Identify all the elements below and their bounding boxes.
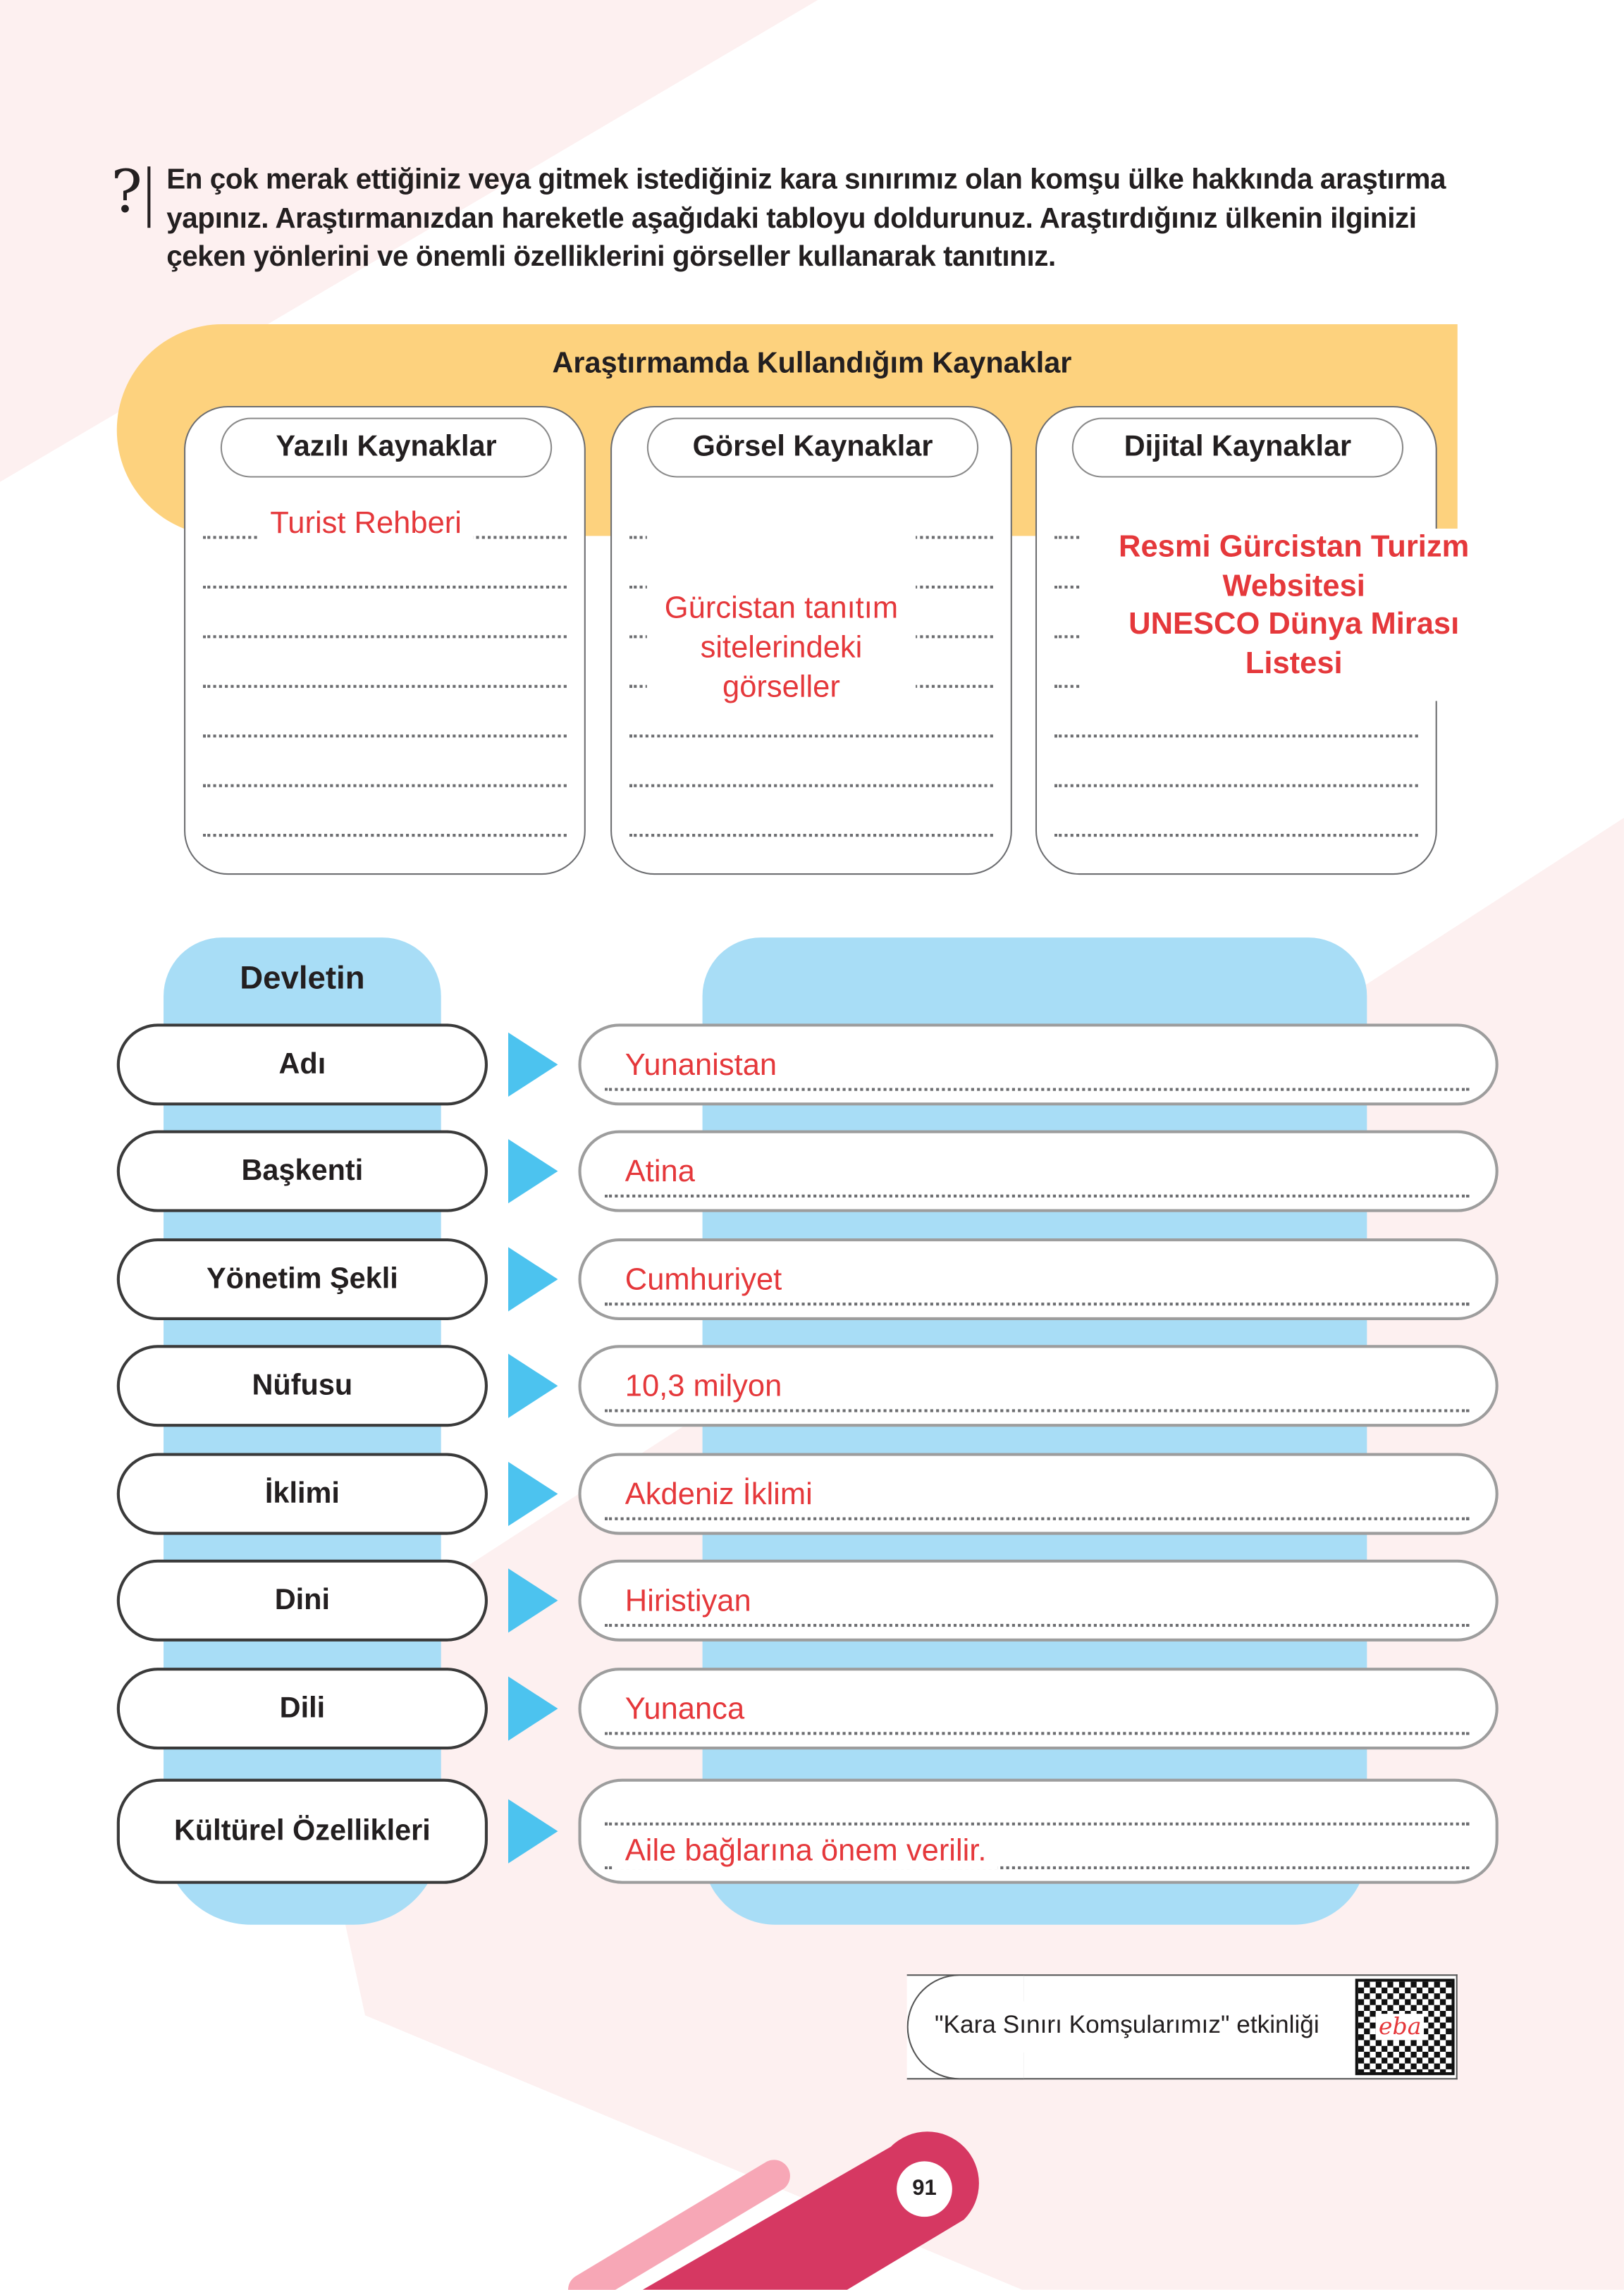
written-sources-header: Yazılı Kaynaklar	[221, 418, 552, 478]
state-value-field[interactable]	[578, 1023, 1498, 1105]
arrow-right-icon	[508, 1799, 558, 1864]
state-label: Dili	[117, 1668, 488, 1749]
arrow-right-icon	[508, 1462, 558, 1526]
arrow-right-icon	[508, 1033, 558, 1097]
state-label: İklimi	[117, 1453, 488, 1535]
qr-code-icon[interactable]	[1355, 1978, 1455, 2075]
arrow-right-icon	[508, 1677, 558, 1741]
state-value: Akdeniz İklimi	[613, 1478, 824, 1513]
digital-sources-header: Dijital Kaynaklar	[1072, 418, 1403, 478]
activity-link[interactable]: "Kara Sınırı Komşularımız" etkinliği	[935, 2011, 1320, 2039]
state-label: Yönetim Şekli	[117, 1238, 488, 1320]
state-value-field[interactable]	[578, 1238, 1498, 1320]
written-source-answer: Turist Rehberi	[259, 507, 474, 542]
state-value-field[interactable]	[578, 1779, 1498, 1884]
visual-sources-card	[610, 406, 1012, 875]
state-value-field[interactable]	[578, 1131, 1498, 1212]
eba-logo: eba	[1376, 2014, 1425, 2040]
state-value-field[interactable]	[578, 1560, 1498, 1642]
dotted-line	[605, 1303, 1470, 1305]
state-value: Cumhuriyet	[613, 1263, 794, 1298]
digital-source-line: Resmi Gürcistan Turizm Websitesi	[1119, 530, 1470, 603]
visual-source-answer: Gürcistan tanıtım sitelerindeki görseller	[647, 515, 916, 734]
state-value: Atina	[613, 1155, 706, 1190]
dotted-line	[605, 1732, 1470, 1735]
state-value: Aile bağlarına önem verilir.	[613, 1834, 998, 1869]
dotted-line	[605, 1088, 1470, 1091]
sources-title: Araştırmamda Kullandığım Kaynaklar	[552, 347, 1072, 380]
state-label: Kültürel Özellikleri	[117, 1779, 488, 1884]
state-label: Başkenti	[117, 1131, 488, 1212]
state-title: Devletin	[240, 959, 365, 997]
state-label: Dini	[117, 1560, 488, 1642]
digital-source-line: UNESCO Dünya Mirası Listesi	[1128, 607, 1460, 680]
question-mark-icon: ?	[111, 159, 142, 227]
state-value: 10,3 milyon	[613, 1369, 794, 1405]
divider	[147, 166, 149, 228]
written-sources-card	[184, 406, 586, 875]
state-label: Nüfusu	[117, 1345, 488, 1427]
state-value: Hiristiyan	[613, 1584, 763, 1620]
state-value-field[interactable]	[578, 1345, 1498, 1427]
state-value: Yunanca	[613, 1692, 756, 1728]
dotted-line	[605, 1823, 1470, 1826]
question-text: En çok merak ettiğiniz veya gitmek istediğiniz kara sınırımız olan komşu ülke hakkında araştırma yapınız. Araştırmanızdan hareketle aşağıdaki tabloyu doldurunuz. Araştırdığınız ülkenin ilginizi çeken yönlerini ve önemli özelliklerini görseller kullanarak tanıtınız.	[166, 164, 1446, 273]
dotted-line	[605, 1518, 1470, 1520]
state-value-field[interactable]	[578, 1668, 1498, 1749]
arrow-right-icon	[508, 1354, 558, 1418]
page-number: 91	[897, 2161, 952, 2217]
arrow-right-icon	[508, 1139, 558, 1203]
dotted-line	[605, 1409, 1470, 1412]
state-value: Yunanistan	[613, 1049, 788, 1084]
visual-sources-header: Görsel Kaynaklar	[647, 418, 978, 478]
state-value-field[interactable]	[578, 1453, 1498, 1535]
dotted-line	[605, 1195, 1470, 1198]
arrow-right-icon	[508, 1247, 558, 1311]
arrow-right-icon	[508, 1568, 558, 1632]
digital-source-answer	[1081, 529, 1507, 701]
dotted-line	[605, 1624, 1470, 1627]
state-label: Adı	[117, 1023, 488, 1105]
